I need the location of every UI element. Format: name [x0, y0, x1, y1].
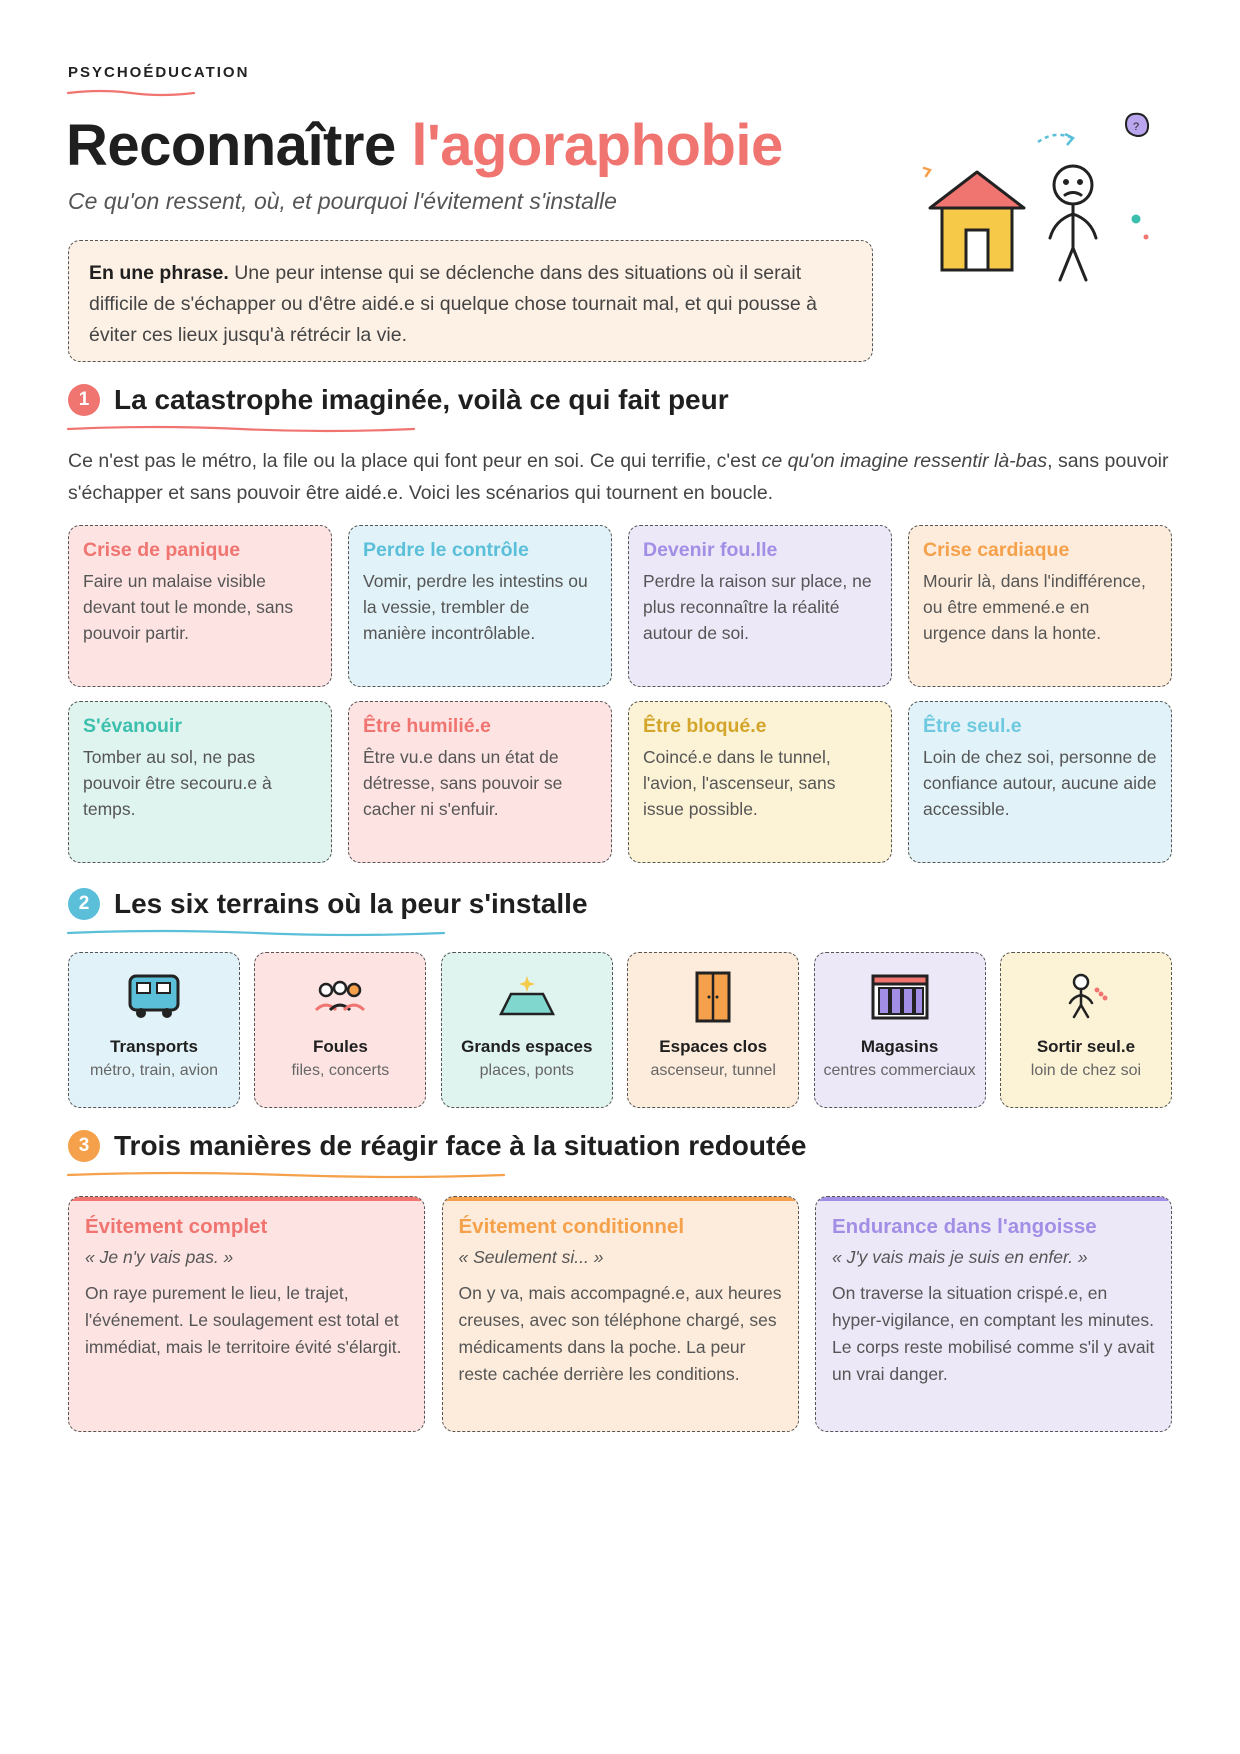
page-subtitle: Ce qu'on ressent, où, et pourquoi l'évitement s'installe	[68, 188, 617, 214]
section3-header	[68, 1130, 806, 1162]
section3-badge: 3	[68, 1130, 100, 1162]
dot-red	[1144, 235, 1149, 240]
section2-header	[68, 888, 588, 920]
summary-box	[68, 240, 873, 362]
card-panic: Crise de panique Faire un malaise visible devant tout le monde, sans pouvoir partir.	[68, 525, 332, 687]
bus-icon	[126, 972, 182, 1022]
house-icon	[930, 172, 1024, 270]
catastrophe-cards	[68, 525, 1172, 863]
section1-header	[68, 384, 729, 416]
place-open-spaces: Grands espaces places, ponts	[441, 952, 613, 1108]
card-humiliated: Être humilié.e Être vu.e dans un état de détresse, sans pouvoir se cacher ni s'enfuir.	[348, 701, 612, 863]
place-stores: Magasins centres commerciaux	[814, 952, 986, 1108]
card-heart-attack: Crise cardiaque Mourir là, dans l'indifférence, ou être emmené.e en urgence dans la honte.	[908, 525, 1172, 687]
places-grid	[68, 952, 1172, 1108]
card-going-crazy: Devenir fou.lle Perdre la raison sur place, ne plus reconnaître la réalité autour de soi.	[628, 525, 892, 687]
reaction-cards	[68, 1196, 1172, 1432]
eyebrow: PSYCHOÉDUCATION	[68, 64, 250, 81]
eyebrow-underline	[66, 88, 196, 98]
crowd-icon	[312, 972, 368, 1022]
card-stuck: Être bloqué.e Coincé.e dans le tunnel, l'avion, l'ascenseur, sans issue possible.	[628, 701, 892, 863]
worried-person-icon	[1050, 166, 1096, 280]
section3-title: Trois manières de réagir face à la situation redoutée	[114, 1130, 807, 1161]
section1-underline	[66, 424, 416, 434]
section2-underline	[66, 928, 446, 938]
elevator-icon	[691, 969, 735, 1025]
section1-badge: 1	[68, 384, 100, 416]
place-crowds: Foules files, concerts	[254, 952, 426, 1108]
card-endurance: Endurance dans l'angoisse « J'y vais mais je suis en enfer. » On traverse la situation crispé.e, en hyper-vigilance, en comptant les minutes. Le corps reste mobilisé comme s'il y avait un vrai danger.	[815, 1196, 1172, 1432]
store-icon	[870, 972, 930, 1022]
spark-icon	[924, 168, 930, 176]
card-conditional-avoidance: Évitement conditionnel « Seulement si... » On y va, mais accompagné.e, aux heures creuses, avec son téléphone chargé, ses médicaments dans la poche. La peur reste cachée derrière les conditions.	[442, 1196, 799, 1432]
place-transports: Transports métro, train, avion	[68, 952, 240, 1108]
open-space-icon	[495, 972, 559, 1022]
section3-underline	[66, 1170, 506, 1180]
summary-lead: En une phrase.	[89, 262, 229, 284]
person-alone-icon	[1061, 972, 1111, 1022]
summary-text: Une peur intense qui se déclenche dans des situations où il serait difficile de s'échapper ou d'être aidé.e si quelque chose tournait mal, et qui pousse à éviter ces lieux jusqu'à rétrécir la vie.	[89, 262, 817, 346]
section2-title: Les six terrains où la peur s'installe	[114, 888, 588, 919]
section2-badge: 2	[68, 888, 100, 920]
place-going-out-alone: Sortir seul.e loin de chez soi	[1000, 952, 1172, 1108]
place-closed-spaces: Espaces clos ascenseur, tunnel	[627, 952, 799, 1108]
card-loss-control: Perdre le contrôle Vomir, perdre les intestins ou la vessie, trembler de manière incontrôlable.	[348, 525, 612, 687]
title-accent: l'agoraphobie	[411, 113, 783, 178]
page-title: Reconnaître l'agoraphobie	[66, 113, 783, 178]
section1-intro: Ce n'est pas le métro, la file ou la place qui font peur en soi. Ce qui terrifie, c'est ce qu'on imagine ressentir là-bas, sans pouvoir s'échapper et sans pouvoir être aidé.e. Voici les scénarios qui tournent en boucle.	[68, 450, 1169, 504]
dot-teal	[1132, 215, 1141, 224]
house-person-illustration	[920, 110, 1170, 310]
section1-title: La catastrophe imaginée, voilà ce qui fait peur	[114, 384, 729, 415]
card-alone: Être seul.e Loin de chez soi, personne de confiance autour, aucune aide accessible.	[908, 701, 1172, 863]
svg-text:?: ?	[1133, 121, 1140, 133]
card-full-avoidance: Évitement complet « Je n'y vais pas. » On raye purement le lieu, le trajet, l'événement. Le soulagement est total et immédiat, mais le territoire évité s'élargit.	[68, 1196, 425, 1432]
card-fainting: S'évanouir Tomber au sol, ne pas pouvoir être secouru.e à temps.	[68, 701, 332, 863]
